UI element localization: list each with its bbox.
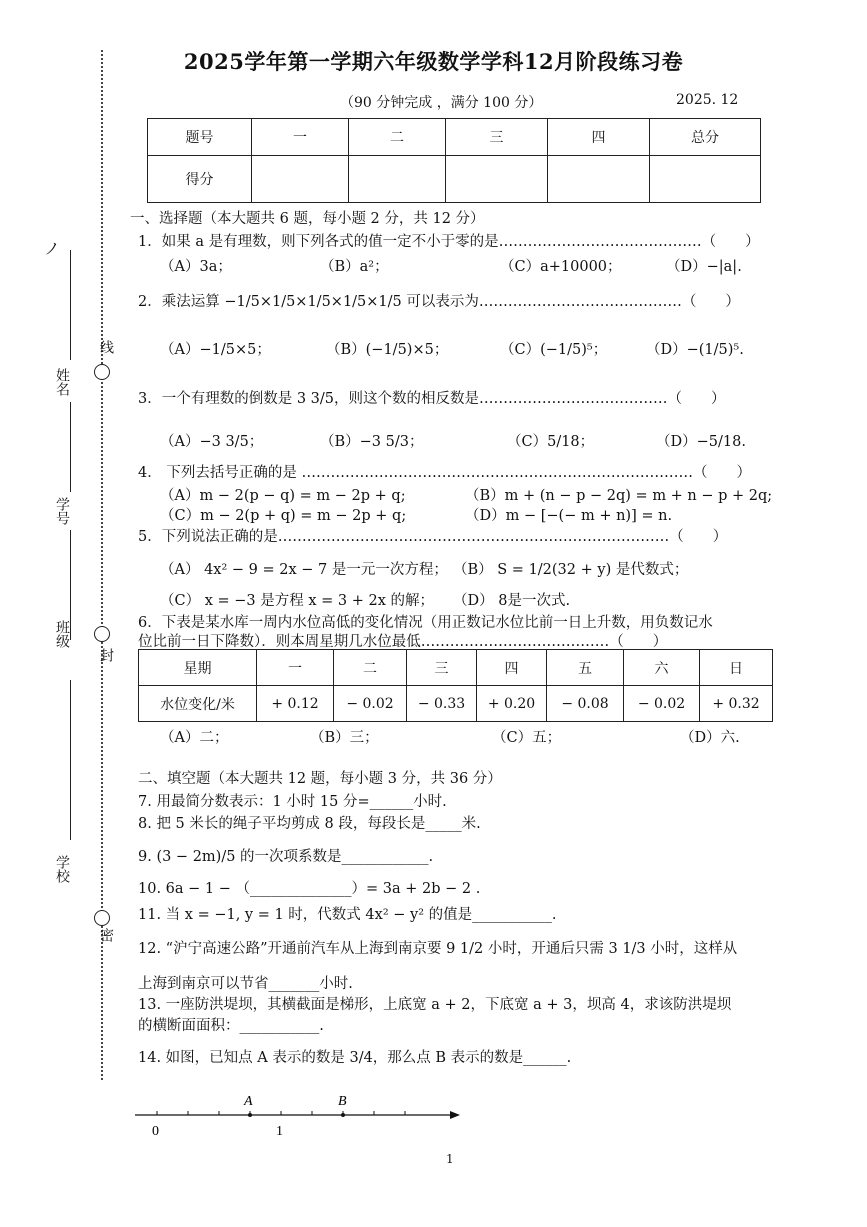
line-mark: 线 — [98, 340, 114, 354]
point-b — [341, 1113, 345, 1117]
water-level-table — [138, 649, 773, 722]
q2-option-c: （C）(−1/5)⁵； — [500, 342, 608, 358]
q3-option-a: （A）−3 3/5； — [160, 434, 264, 450]
question-5: 5．下列说法正确的是………………………………………………………………………（ ） — [138, 529, 728, 545]
q1-option-b: （B）a²； — [320, 259, 389, 275]
water-header: 四 — [477, 650, 547, 686]
point-a-label: A — [244, 1094, 253, 1109]
question-12-line2: 上海到南京可以节省_______小时. — [138, 976, 353, 992]
question-9: 9. (3 − 2m)/5 的一次项系数是____________. — [138, 849, 434, 865]
binding-circle — [94, 364, 110, 380]
point-a — [248, 1113, 252, 1117]
water-row-label: 水位变化/米 — [139, 686, 257, 722]
student-no-underline — [70, 402, 71, 492]
score-header: 一 — [252, 119, 349, 156]
q3-option-b: （B）−3 5/3； — [320, 434, 424, 450]
q2-option-b: （B）(−1/5)×5； — [326, 342, 449, 358]
q6-option-c: （C）五； — [492, 730, 562, 746]
question-4: 4． 下列去括号正确的是 ………………………………………………………………………（ ） — [138, 465, 751, 481]
water-value: − 0.02 — [334, 686, 407, 722]
q1-option-a: （A）3a； — [160, 259, 232, 275]
question-10: 10. 6a − 1 − （______________）= 3a + 2b − 2 . — [138, 881, 481, 897]
score-table — [147, 118, 761, 203]
question-13-line2: 的横断面面积：___________. — [138, 1018, 324, 1034]
secret-mark: 密 — [98, 928, 114, 942]
school-label: 学校 — [54, 855, 70, 883]
q2-option-a: （A）−1/5×5； — [160, 342, 271, 358]
water-value: + 0.20 — [477, 686, 547, 722]
exam-duration-note: （90 分钟完成 ，满分 100 分） — [340, 95, 543, 111]
q6-option-d: （D）六. — [680, 730, 740, 746]
question-3: 3．一个有理数的倒数是 3 3/5，则这个数的相反数是…………………………………（ ） — [138, 391, 726, 407]
q5-option-b: （B） S = 1/2(32 + y) 是代数式； — [453, 562, 689, 578]
q3-option-c: （C）5/18； — [507, 434, 595, 450]
water-header: 星期 — [139, 650, 257, 686]
q5-option-d: （D） 8是一次式. — [453, 593, 571, 609]
water-header: 三 — [407, 650, 477, 686]
section2-heading: 二、填空题（本大题共 12 题，每小题 3 分，共 36 分） — [138, 771, 502, 787]
q4-option-b: （B）m + (n − p − 2q) = m + n − p + 2q; — [465, 488, 773, 504]
school-underline — [70, 680, 71, 840]
seal-mark: 封 — [98, 648, 114, 662]
q6-option-a: （A）二； — [160, 730, 229, 746]
binding-circle — [94, 626, 110, 642]
q6-option-b: （B）三； — [310, 730, 379, 746]
score-header: 题号 — [148, 119, 252, 156]
exam-date: 2025. 12 — [676, 92, 739, 108]
question-12-line1: 12. “沪宁高速公路”开通前汽车从上海到南京要 9 1/2 小时，开通后只需 3 1/3 小时，这样从 — [138, 941, 738, 957]
question-13-line1: 13. 一座防洪堤坝，其横截面是梯形，上底宽 a + 2，下底宽 a + 3，坝高 4，求该防洪堤坝 — [138, 997, 732, 1013]
score-header: 二 — [349, 119, 446, 156]
question-6-line2: 位比前一日下降数）．则本周星期几水位最低…………………………………（ ） — [138, 634, 668, 650]
water-value: − 0.02 — [624, 686, 700, 722]
score-cell[interactable] — [349, 156, 446, 203]
question-2: 2．乘法运算 −1/5×1/5×1/5×1/5×1/5 可以表示为……………………………………（ ） — [138, 294, 740, 310]
q3-option-d: （D）−5/18. — [656, 434, 746, 450]
score-cell[interactable] — [252, 156, 349, 203]
question-11: 11. 当 x = −1, y = 1 时，代数式 4x² − y² 的值是___________. — [138, 907, 557, 923]
name-underline — [70, 250, 71, 360]
water-header: 日 — [700, 650, 773, 686]
name-label: 姓名 — [54, 368, 70, 396]
binding-circle — [94, 910, 110, 926]
score-cell[interactable] — [548, 156, 650, 203]
water-header: 一 — [257, 650, 334, 686]
q5-option-a: （A） 4x² − 9 = 2x − 7 是一元一次方程； — [160, 562, 448, 578]
student-no-label: 学号 — [54, 497, 70, 525]
water-header: 六 — [624, 650, 700, 686]
score-header: 三 — [446, 119, 548, 156]
q2-option-d: （D）−(1/5)⁵. — [646, 342, 744, 358]
water-header: 二 — [334, 650, 407, 686]
water-value: + 0.12 — [257, 686, 334, 722]
score-header: 总分 — [650, 119, 761, 156]
q1-option-c: （C）a+10000； — [500, 259, 622, 275]
tick-label-zero: 0 — [152, 1124, 159, 1139]
score-header: 四 — [548, 119, 650, 156]
water-value: + 0.32 — [700, 686, 773, 722]
question-1: 1．如果 a 是有理数，则下列各式的值一定不小于零的是……………………………………（ ） — [138, 234, 760, 250]
tick-label-one: 1 — [276, 1124, 283, 1139]
water-value: − 0.08 — [547, 686, 624, 722]
q5-option-c: （C） x = −3 是方程 x = 3 + 2x 的解； — [160, 593, 434, 609]
number-line-arrow — [450, 1111, 460, 1119]
q4-option-c: （C）m − 2(p + q) = m − 2p + q; — [160, 508, 407, 524]
number-line-figure — [130, 1085, 470, 1145]
q1-option-d: （D）−|a|. — [666, 259, 742, 275]
score-cell[interactable] — [446, 156, 548, 203]
page-number: 1 — [446, 1152, 454, 1166]
point-b-label: B — [338, 1094, 347, 1109]
page-title: 2025学年第一学期六年级数学学科12月阶段练习卷 — [183, 49, 684, 74]
q4-option-d: （D）m − [−(− m + n)] = n. — [465, 508, 673, 524]
section1-heading: 一、选择题（本大题共 6 题，每小题 2 分，共 12 分） — [130, 211, 485, 227]
water-value: − 0.33 — [407, 686, 477, 722]
pen-mark: ノ — [44, 239, 61, 258]
question-7: 7. 用最简分数表示：1 小时 15 分=______小时. — [138, 794, 447, 810]
class-label: 班级 — [54, 620, 70, 648]
score-cell[interactable] — [650, 156, 761, 203]
question-6-line1: 6．下表是某水库一周内水位高低的变化情况（用正数记水位比前一日上升数，用负数记水 — [138, 615, 713, 631]
score-row-label: 得分 — [148, 156, 252, 203]
question-8: 8. 把 5 米长的绳子平均剪成 8 段，每段长是_____米. — [138, 816, 481, 832]
question-14: 14. 如图，已知点 A 表示的数是 3/4，那么点 B 表示的数是______. — [138, 1050, 572, 1066]
water-header: 五 — [547, 650, 624, 686]
q4-option-a: （A）m − 2(p − q) = m − 2p + q; — [160, 488, 406, 504]
